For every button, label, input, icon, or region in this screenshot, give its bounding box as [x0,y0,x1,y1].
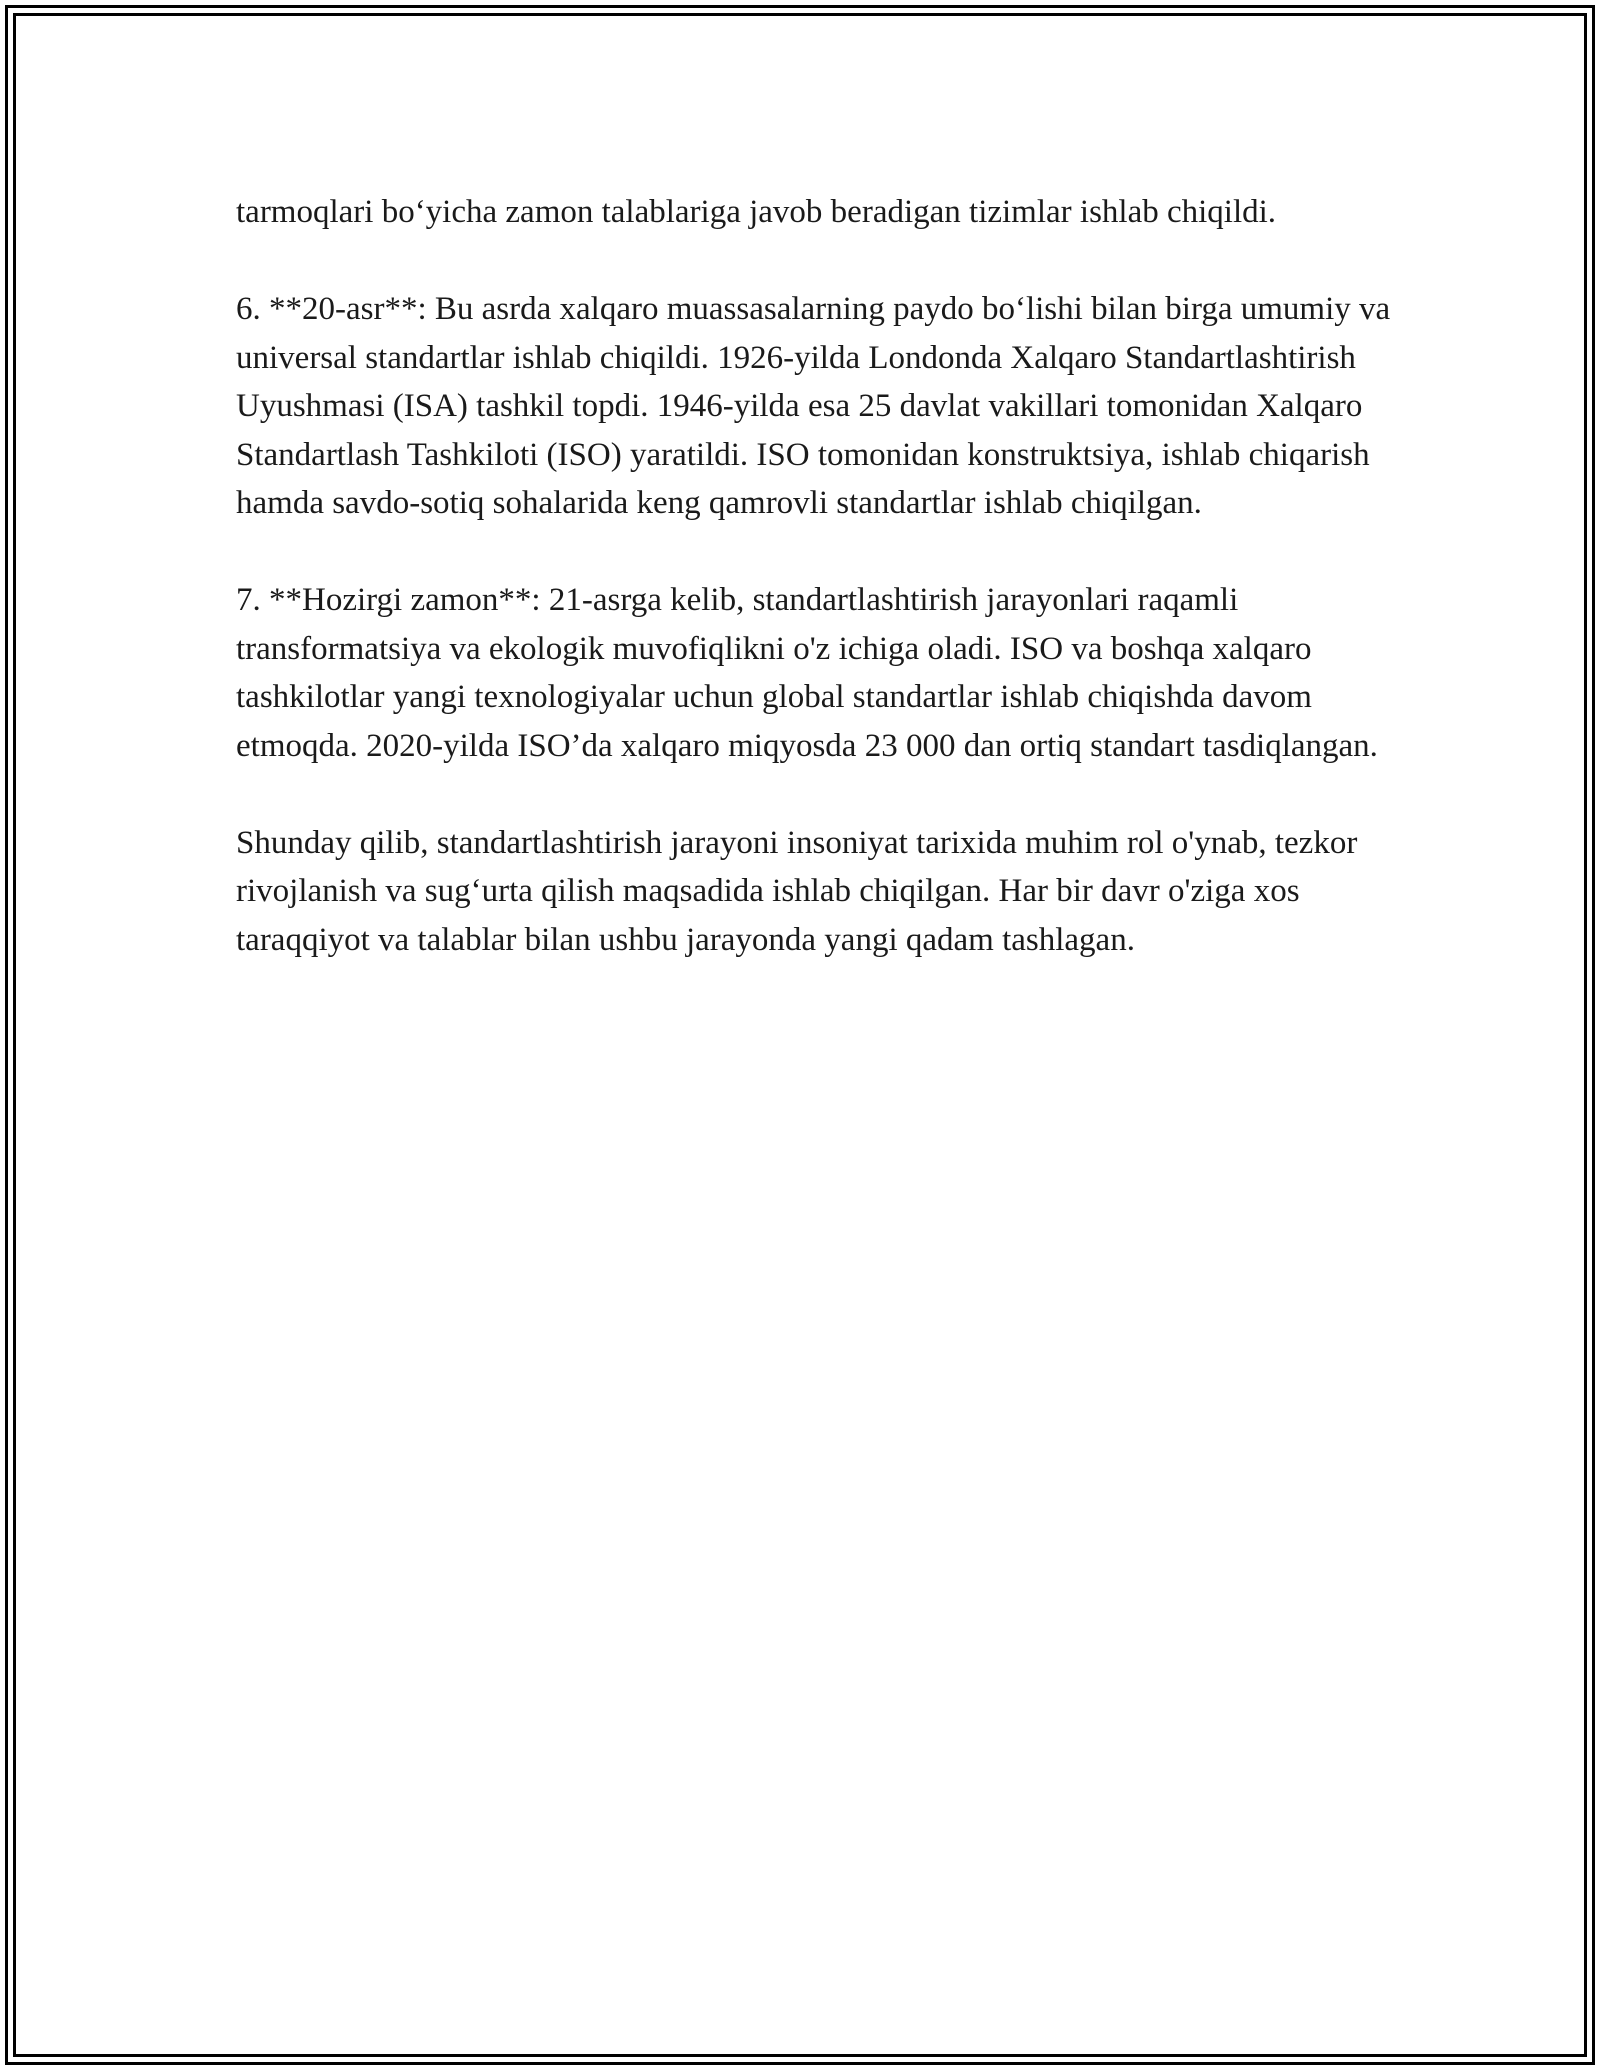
paragraph-20th-century: 6. **20-asr**: Bu asrda xalqaro muassasalarning paydo bo‘lishi bilan birga umumiy va universal standartlar ishlab chiqildi. 1926-yilda Londonda Xalqaro Standartlashtirish Uyushmasi (ISA) tashkil topdi. 1946-yilda esa 25 davlat vakillari tomonidan Xalqaro Standartlash Tashkiloti (ISO) yaratildi. ISO tomonidan konstruktsiya, ishlab chiqarish hamda savdo-sotiq sohalarida keng qamrovli standartlar ishlab chiqilgan. [236,291,1391,521]
paragraph-conclusion: Shunday qilib, standartlashtirish jarayoni insoniyat tarixida muhim rol o'ynab, tezkor rivojlanish va sug‘urta qilish maqsadida ishlab chiqilgan. Har bir davr o'ziga xos taraqqiyot va talablar bilan ushbu jarayonda yangi qadam tashlagan. [236,824,1358,958]
document-body [236,188,1396,1013]
paragraph-intro-continuation: tarmoqlari bo‘yicha zamon talablariga javob beradigan tizimlar ishlab chiqildi. [236,194,1277,230]
paragraph-modern-era: 7. **Hozirgi zamon**: 21-asrga kelib, standartlashtirish jarayonlari raqamli transformatsiya va ekologik muvofiqlikni o'z ichiga oladi. ISO va boshqa xalqaro tashkilotlar yangi texnologiyalar uchun global standartlar ishlab chiqishda davom etmoqda. 2020-yilda ISO’da xalqaro miqyosda 23 000 dan ortiq standart tasdiqlangan. [236,582,1378,764]
